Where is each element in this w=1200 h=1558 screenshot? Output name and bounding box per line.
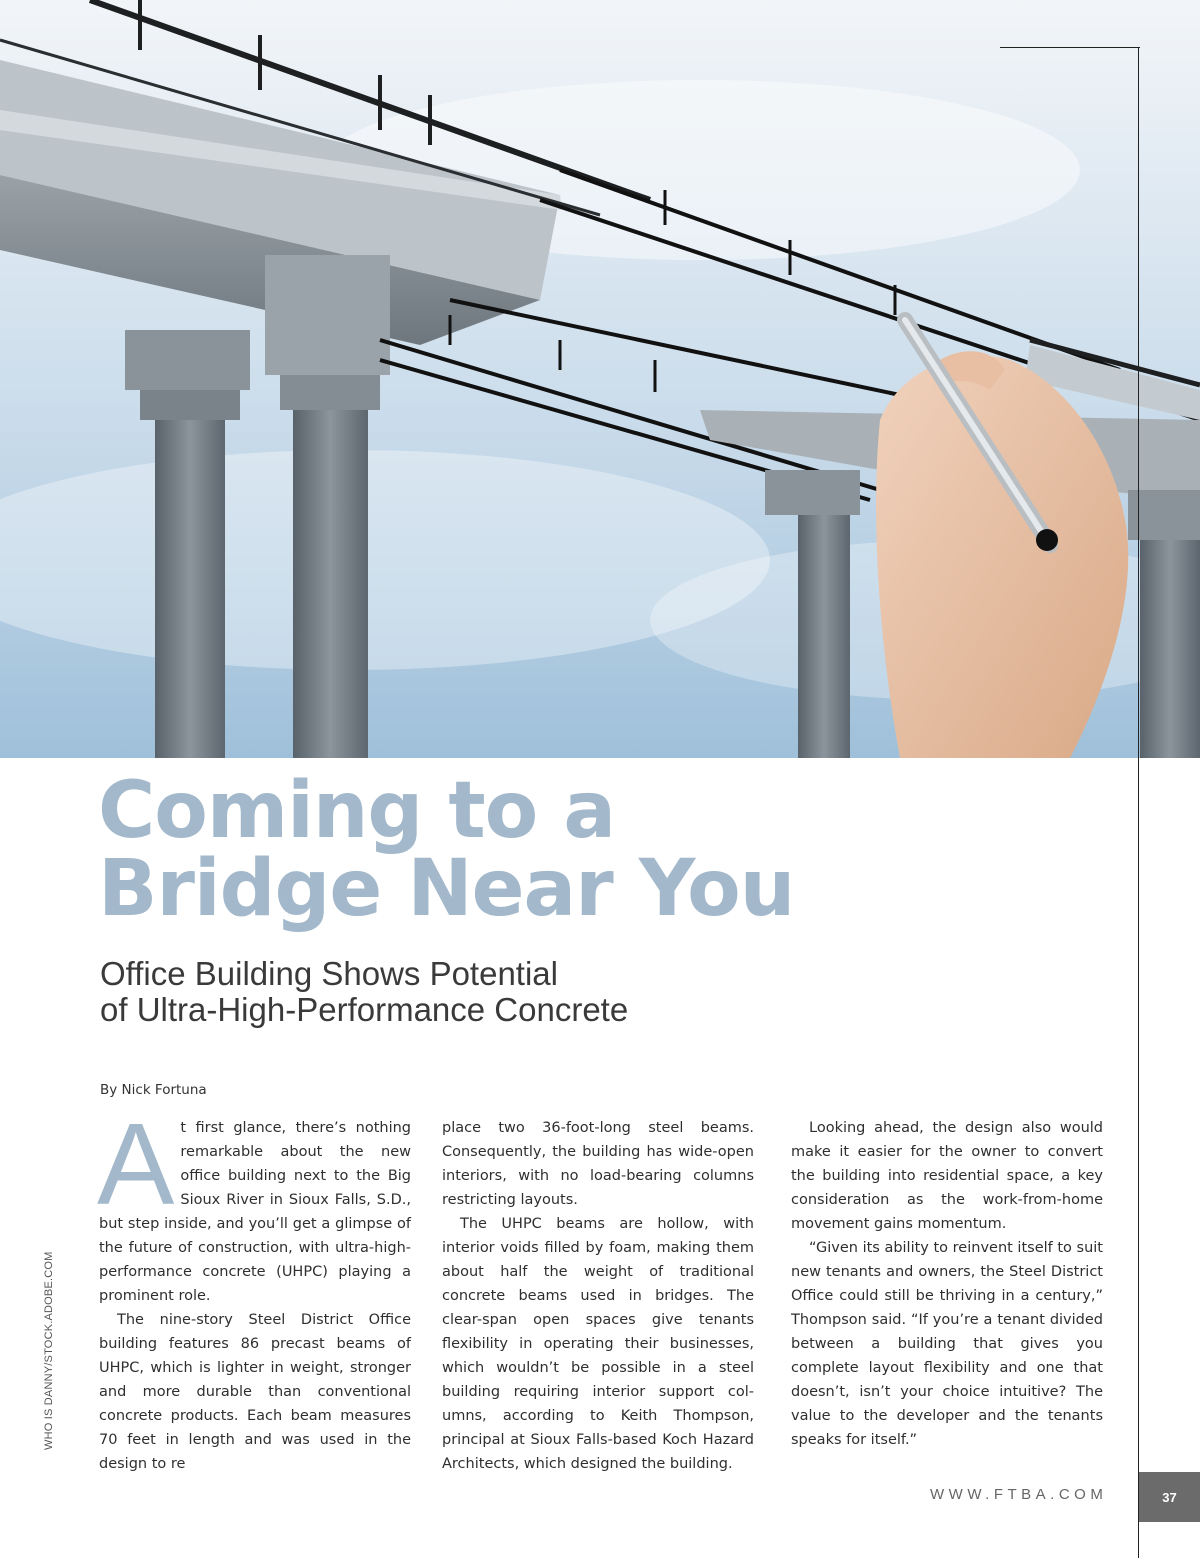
body-column-3 (791, 1116, 1103, 1452)
article-title (98, 766, 998, 934)
page-number: 37 (1162, 1489, 1177, 1505)
article-title-line1: Coming to a (98, 766, 616, 856)
paragraph: “Given its ability to reinvent itself to suit new tenants and owners, the Steel District Office could still be thriving in a century,” Thompson said. “If you’re a tenant divided between a building that gives you complete layout flexibility and one that doesn’t, isn’t your choice intuitive? The value to the developer and the tenants speaks for itself.” (791, 1240, 1103, 1448)
article-title-line2: Bridge Near You (98, 844, 795, 934)
body-column-1 (97, 1099, 411, 1476)
paragraph: Looking ahead, the design also would make it easier for the owner to convert the building into residential space, a key consideration as the work-from-home movement gains momentum. (791, 1120, 1103, 1232)
website-url: WWW.FTBA.COM (930, 1486, 1108, 1503)
frame-line-right (1138, 47, 1139, 1558)
article-subtitle-line2: of Ultra-High-Performance Concrete (100, 991, 629, 1028)
drop-cap: A (97, 1099, 175, 1229)
byline: By Nick Fortuna (100, 1082, 207, 1098)
paragraph: The UHPC beams are hollow, with interior voids filled by foam, making them about half the weight of traditional concrete beams used in bridges. The clear-span open spaces give tenants flexibility in operating their businesses, which wouldn’t be possible in a steel building requiring interior support columns, according to Keith Thompson, principal at Sioux Falls-based Koch Hazard Architects, which designed the building. (442, 1216, 754, 1472)
photo-credit: WHO IS DANNY/STOCK.ADOBE.COM (43, 1251, 55, 1450)
paragraph: t first glance, there’s nothing remarkable about the new office building next to the Big Sioux River in Sioux Falls, S.D., but step inside, and you’ll get a glimpse of the future of construction, with ultra-high-performance concrete (UHPC) playing a prominent role. (99, 1120, 411, 1304)
body-column-2 (442, 1116, 754, 1476)
page-number-tab (1139, 1472, 1200, 1522)
frame-line-top (1000, 47, 1140, 48)
article-subtitle (100, 956, 900, 1028)
article-subtitle-line1: Office Building Shows Potential (100, 955, 558, 992)
hero-illustration-bridge (0, 0, 1200, 758)
paragraph: The nine-story Steel District Office building features 86 precast beams of UHPC, which is lighter in weight, stronger and more durable than conventional concrete products. Each beam measures 70 feet in length and was used in the design to re (99, 1312, 411, 1472)
paragraph: place two 36-foot-long steel beams. Consequently, the building has wide-open interiors, with no load-bearing columns restricting layouts. (442, 1120, 754, 1208)
